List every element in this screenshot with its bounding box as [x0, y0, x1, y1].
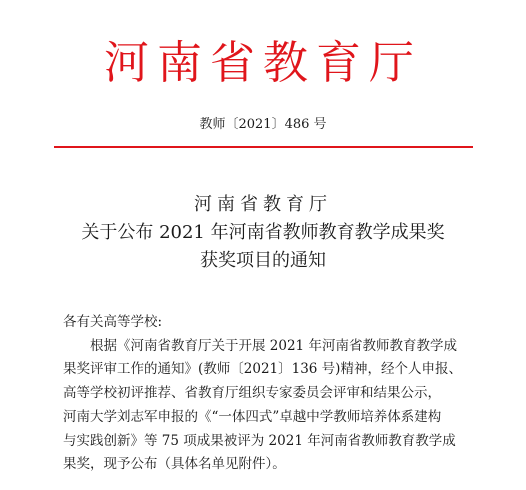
paragraph-line: 根据《河南省教育厅关于开展 2021 年河南省教师教育教学成: [90, 337, 457, 354]
title-line-issuer: 河南省教育厅: [194, 194, 332, 215]
title-line-subject: 关于公布 2021 年河南省教师教育教学成果奖: [81, 222, 445, 243]
salutation: 各有关高等学校:: [63, 314, 163, 330]
paragraph-line: 果奖，现予公布（具体名单见附件）。: [63, 456, 286, 473]
paragraph-line: 河南大学刘志军申报的《“一体四式”卓越中学教师培养体系建构: [63, 408, 442, 425]
red-separator-rule: [54, 146, 473, 148]
title-line-subject-end: 获奖项目的通知: [200, 250, 326, 271]
paragraph-line: 高等学校初评推荐、省教育厅组织专家委员会评审和结果公示，: [63, 385, 441, 402]
notice-body: [63, 311, 473, 477]
paragraph-line: 果奖评审工作的通知》(教师〔2021〕136 号)精神，经个人申报、: [63, 361, 462, 378]
notice-title: [0, 191, 526, 275]
letterhead-title: 河南省教育厅: [103, 36, 422, 89]
document-number: 教师〔2021〕486 号: [199, 117, 327, 132]
paragraph-line: 与实践创新》等 75 项成果被评为 2021 年河南省教师教育教学成: [63, 432, 456, 449]
